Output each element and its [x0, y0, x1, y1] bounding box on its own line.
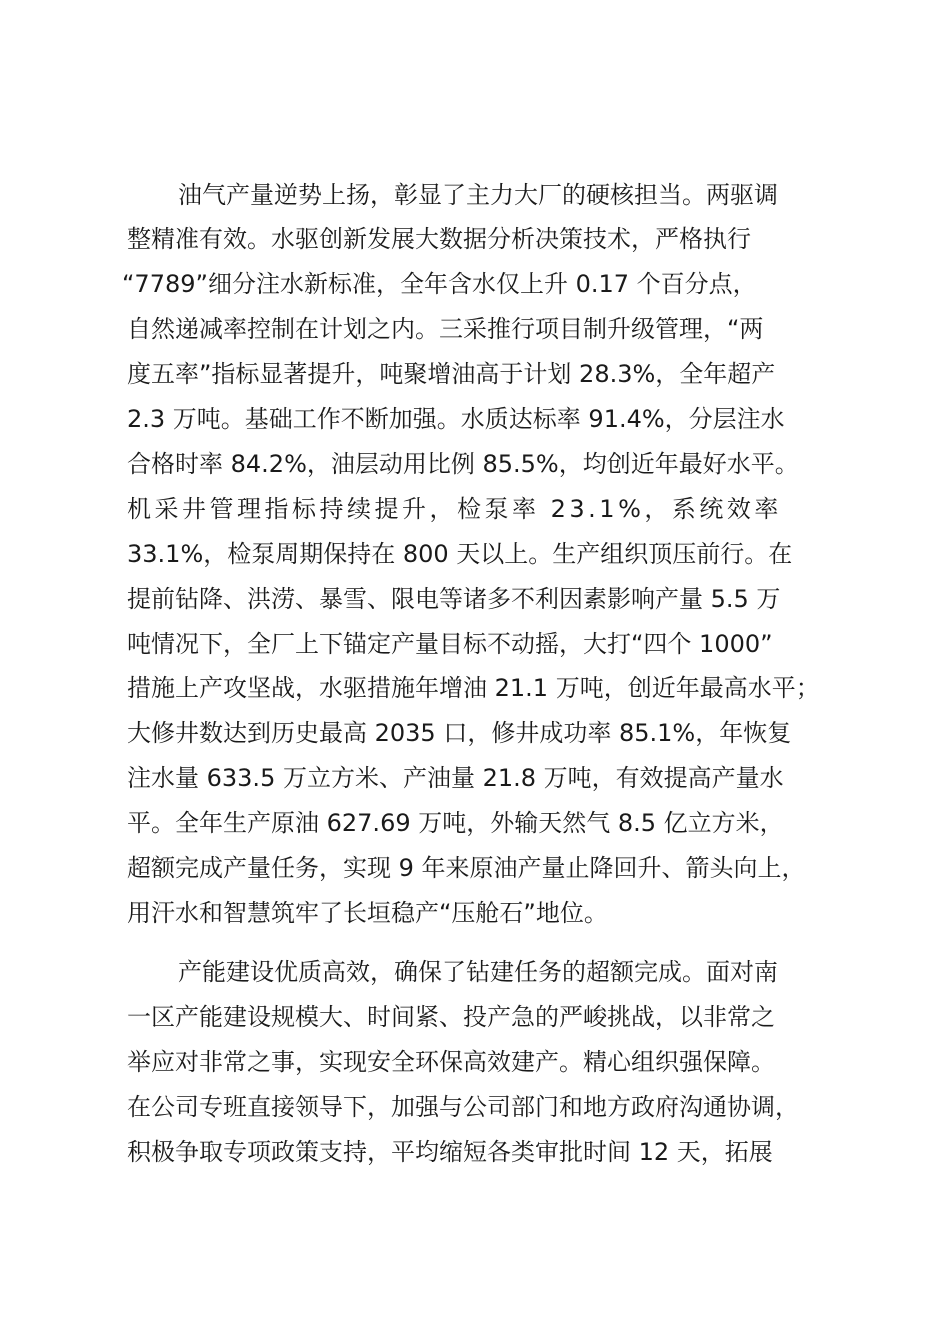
paragraph-line: 在公司专班直接领导下，加强与公司部门和地方政府沟通协调， — [127, 1093, 799, 1121]
paragraph-line: 积极争取专项政策支持，平均缩短各类审批时间 12 天，拓展 — [127, 1138, 773, 1166]
paragraph-line: 整精准有效。水驱创新发展大数据分析决策技术，严格执行 — [127, 225, 751, 253]
paragraph-line: “7789”细分注水新标准，全年含水仅上升 0.17 个百分点， — [122, 270, 757, 298]
paragraph-line: 用汗水和智慧筑牢了长垣稳产“压舱石”地位。 — [127, 899, 608, 927]
paragraph-line: 超额完成产量任务，实现 9 年来原油产量止降回升、箭头向上， — [127, 854, 806, 882]
paragraph-line: 度五率”指标显著提升，吨聚增油高于计划 28.3%，全年超产 — [127, 360, 776, 388]
paragraph-line: 注水量 633.5 万立方米、产油量 21.8 万吨，有效提高产量水 — [127, 764, 784, 792]
paragraph-line: 机采井管理指标持续提升，检泵率 23.1%，系统效率 — [127, 495, 782, 523]
paragraph-line: 大修井数达到历史最高 2035 口，修井成功率 85.1%，年恢复 — [127, 719, 792, 747]
paragraph-line: 吨情况下，全厂上下锚定产量目标不动摇，大打“四个 1000” — [127, 630, 773, 658]
paragraph-line: 合格时率 84.2%，油层动用比例 85.5%，均创近年最好水平。 — [127, 450, 799, 478]
paragraph-line: 一区产能建设规模大、时间紧、投产急的严峻挑战，以非常之 — [127, 1003, 775, 1031]
paragraph-line: 提前钻降、洪涝、暴雪、限电等诸多不利因素影响产量 5.5 万 — [127, 585, 781, 613]
paragraph-line: 2.3 万吨。基础工作不断加强。水质达标率 91.4%，分层注水 — [127, 405, 785, 433]
paragraph-line: 措施上产攻坚战，水驱措施年增油 21.1 万吨，创近年最高水平； — [127, 674, 820, 702]
paragraph-line: 产能建设优质高效，确保了钻建任务的超额完成。面对南 — [178, 958, 778, 986]
paragraph-line: 平。全年生产原油 627.69 万吨，外输天然气 8.5 亿立方米， — [127, 809, 784, 837]
paragraph-line: 自然递减率控制在计划之内。三采推行项目制升级管理，“两 — [127, 315, 764, 343]
paragraph-line: 举应对非常之事，实现安全环保高效建产。精心组织强保障。 — [127, 1048, 775, 1076]
paragraph-line: 油气产量逆势上扬，彰显了主力大厂的硬核担当。两驱调 — [178, 181, 778, 209]
paragraph-line: 33.1%，检泵周期保持在 800 天以上。生产组织顶压前行。在 — [127, 540, 793, 568]
